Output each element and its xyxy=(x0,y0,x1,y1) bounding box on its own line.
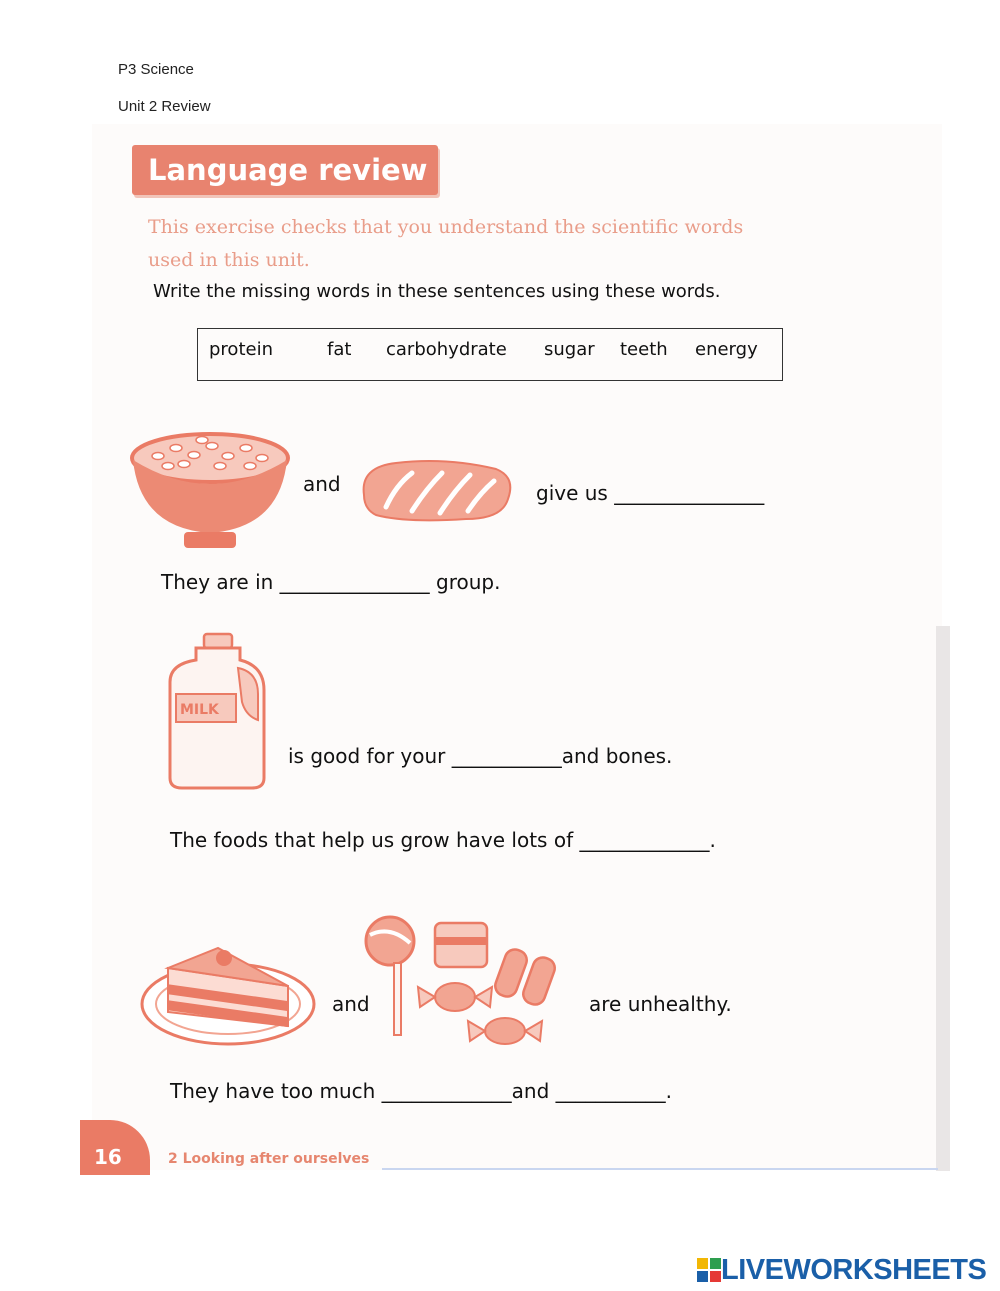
scan-edge xyxy=(936,626,950,1171)
chapter-title: 2 Looking after ourselves xyxy=(168,1151,370,1167)
logo-text: LIVEWORKSHEETS xyxy=(721,1253,987,1286)
section-banner: Language review xyxy=(132,145,438,195)
intro-line-2: used in this unit. xyxy=(148,249,310,271)
word-bank-item: carbohydrate xyxy=(386,339,507,360)
q3-too-much-sentence: They have too much _____________and ___________. xyxy=(170,1079,673,1103)
page-number: 16 xyxy=(80,1120,150,1175)
word-bank-item: energy xyxy=(695,339,758,360)
cereal-bowl-image xyxy=(128,428,293,553)
q2-sentence: is good for your ___________and bones. xyxy=(288,744,673,768)
footer-divider xyxy=(382,1168,938,1170)
word-bank-item: sugar xyxy=(544,339,595,360)
intro-line-1: This exercise checks that you understand the scientific words xyxy=(148,216,744,238)
q1-group-sentence: They are in _______________ group. xyxy=(161,570,501,594)
milk-label: MILK xyxy=(180,702,219,718)
q1-give-us: give us _______________ xyxy=(536,481,765,505)
q3-and: and xyxy=(332,992,370,1016)
header-subject: P3 Science xyxy=(118,61,194,78)
cake-slice-image xyxy=(138,938,318,1048)
liveworksheets-logo xyxy=(697,1254,986,1286)
word-bank-item: protein xyxy=(209,339,273,360)
logo-blocks-icon xyxy=(697,1258,721,1282)
q1-and: and xyxy=(303,472,341,496)
q2-grow-sentence: The foods that help us grow have lots of _____________. xyxy=(170,828,716,852)
q3-unhealthy: are unhealthy. xyxy=(589,992,732,1016)
milk-jug-image xyxy=(166,632,268,792)
intro-text xyxy=(148,211,748,277)
instruction: Write the missing words in these sentences using these words. xyxy=(153,281,721,302)
word-bank-item: teeth xyxy=(620,339,668,360)
word-bank-item: fat xyxy=(327,339,352,360)
header-unit: Unit 2 Review xyxy=(118,98,211,115)
sweets-image xyxy=(360,913,570,1058)
bread-image xyxy=(356,455,516,525)
